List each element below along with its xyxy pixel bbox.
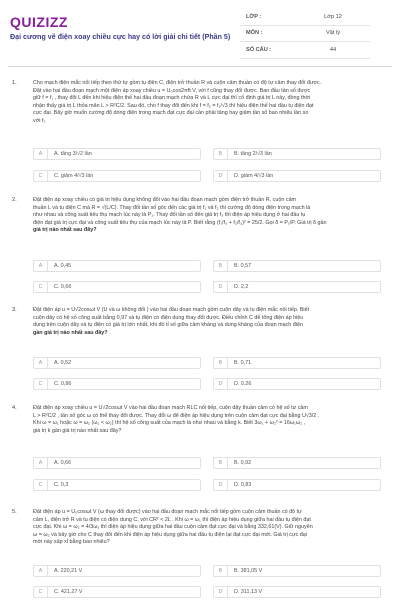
- question-line: với f₂: [33, 117, 46, 124]
- option-text: D. giảm 4/√3 lần: [234, 173, 274, 179]
- question-number: 5.: [12, 509, 17, 515]
- option-a[interactable]: [33, 260, 201, 272]
- question-text: [33, 509, 385, 547]
- question-line: giá trị k gần giá trị nào nhất sau đây?: [33, 427, 122, 434]
- page-title: Đại cương về điện xoay chiều cực hay có lời giải chi tiết (Phần 5): [10, 33, 231, 41]
- option-text: A. tăng 3/√2 lần: [54, 151, 92, 157]
- option-letter: C: [34, 379, 48, 389]
- question-line: cảm L, điện trở R và tụ điện có điện dung C, với CR² < 2L . Khi ω = ω₁ thì điện áp hiệu dụng giữa hai đầu tụ điện đạt: [33, 516, 311, 523]
- question-line: Đặt điện áp xoay chiều có giá trị hiệu dụng không đổi vào hai đầu đoạn mạch gồm điện trở thuần R, cuộn cảm: [33, 197, 297, 203]
- question-line: mới này xấp xỉ bằng bao nhiêu?: [33, 539, 110, 546]
- option-c[interactable]: [33, 378, 201, 390]
- meta-row-class: [240, 9, 370, 26]
- question-text: [33, 197, 385, 235]
- option-c[interactable]: [33, 281, 201, 293]
- option-text: D. 0,26: [234, 381, 252, 387]
- meta-key: LỚP :: [246, 13, 262, 20]
- question-line: ω = ω₂ và bây giờ cho C thay đổi đến khi điện áp hiệu dụng giữa hai đầu tụ điện lại đạt cực đại mới. Giá trị cực đại: [33, 531, 307, 538]
- option-text: C. 0,66: [54, 284, 72, 290]
- option-c[interactable]: [33, 479, 201, 491]
- question-line: giữ f = f₁ , thay đổi L đến khi hiệu điện thế hai đầu đoạn mạch chứa R và L cực đại thì cố định giá trị L này, đồng thời: [33, 95, 311, 102]
- option-c[interactable]: [33, 586, 201, 598]
- question-line: dụng trên cuộn dây và tụ điện có giá trị lớn nhất, khi đó tỉ số giữa cảm kháng và dung kháng của đoạn mạch điện: [33, 322, 303, 329]
- question-line: Đặt điện áp u = U₀cosωt V (ω thay đổi được) vào hai đầu đoạn mạch mắc nối tiếp gồm cuộn cảm thuần có độ tự: [33, 509, 302, 515]
- question-number: 3.: [12, 307, 17, 313]
- question-line: Đặt điện áp u = U√2cosωt V (U và ω không đổi ) vào hai đầu đoạn mạch gồm cuộn dây và tụ điện mắc nối tiếp. Biết: [33, 307, 310, 313]
- option-a[interactable]: [33, 565, 201, 577]
- option-text: D. 0,83: [234, 482, 252, 488]
- meta-row-subject: [240, 26, 370, 43]
- option-letter: C: [34, 171, 48, 181]
- quizizz-logo: QUIZIZZ: [10, 14, 68, 30]
- option-text: A. 0,66: [54, 460, 72, 466]
- option-letter: A: [34, 458, 48, 468]
- option-letter: B: [214, 149, 228, 159]
- option-letter: C: [34, 480, 48, 490]
- meta-key: SỐ CÂU :: [246, 46, 272, 53]
- option-d[interactable]: [213, 586, 381, 598]
- option-letter: B: [214, 566, 228, 576]
- question-emphasis: giá trị nào nhất sau đây?: [33, 227, 97, 234]
- option-b[interactable]: [213, 260, 381, 272]
- meta-box: [240, 9, 370, 59]
- question-line: Đặt điện áp xoay chiều u = U√2cosωt V vào hai đầu đoạn mạch RLC nối tiếp, cuộn dây thuần cảm có hệ số tự cảm: [33, 405, 308, 411]
- option-text: B. 0,57: [234, 263, 252, 269]
- meta-row-count: [240, 42, 370, 59]
- option-d[interactable]: [213, 170, 381, 182]
- option-text: D. 2,2: [234, 284, 249, 290]
- option-text: C. 0,86: [54, 381, 72, 387]
- option-text: C. 0,3: [54, 482, 69, 488]
- option-text: C. 421,27 V: [54, 589, 83, 595]
- option-text: A. 0,45: [54, 263, 72, 269]
- question-number: 4.: [12, 405, 17, 411]
- question-line: điện đạt giá trị cực đại và công suất tiêu thụ của mạch lúc này là P. Biết rằng (f₁/f₃ + f₂/f₃)² = 25/2. Gọi δ = P₁/P. Giá trị δ gần: [33, 219, 327, 226]
- option-letter: A: [34, 149, 48, 159]
- question-number: 2.: [12, 197, 17, 203]
- option-letter: D: [214, 171, 228, 181]
- question-line: cực đại. Khi ω = ω₂ = 4/3ω₁ thì điện áp hiệu dụng giữa hai đầu cuộn cảm đạt cực đại và bằng 332,61(V). Giữ nguyên: [33, 524, 313, 531]
- meta-value: Vật lý: [326, 30, 340, 37]
- option-c[interactable]: [33, 170, 201, 182]
- option-a[interactable]: [33, 457, 201, 469]
- option-a[interactable]: [33, 148, 201, 160]
- option-letter: C: [34, 587, 48, 597]
- question-line: L > R²C/2 , tần số góc ω có thể thay đổi được. Thay đổi ω để điện áp hiệu dụng trên cuộn cảm đạt cực đại bằng U√3/2 .: [33, 412, 320, 419]
- question-line: cực đại. Bây giờ muốn cường độ dòng điện trong mạch đạt cực đại cần phải tăng hay giảm tần số bao nhiêu lần so: [33, 110, 309, 117]
- question-text: [33, 80, 385, 126]
- option-a[interactable]: [33, 357, 201, 369]
- question-number: 1.: [12, 80, 17, 86]
- option-letter: D: [214, 282, 228, 292]
- question-line: Cho mạch điện mắc nối tiếp theo thứ tự gồm tụ điện C, điện trở thuần R và cuộn cảm thuần có độ tự cảm thay đổi được.: [33, 80, 322, 86]
- option-letter: A: [34, 566, 48, 576]
- option-text: D. 311,13 V: [234, 589, 263, 595]
- meta-value: 44: [329, 46, 337, 53]
- option-b[interactable]: [213, 457, 381, 469]
- option-letter: D: [214, 587, 228, 597]
- option-d[interactable]: [213, 281, 381, 293]
- option-letter: D: [214, 379, 228, 389]
- question-text: [33, 405, 385, 435]
- question-line: Đặt vào hai đầu đoạn mạch một điện áp xoay chiều u = U₀cos2πft V, với f cũng thay đổi được. Ban đầu tần số được: [33, 87, 311, 94]
- question-line: Khi ω = ω₁ hoặc ω = ω₂ (ω₁ < ω₂) thì hệ số công suất của mạch là như nhau và bằng k. Biết 3ω₁ + ω₂² = 16ω₁ω₂ ,: [33, 420, 306, 427]
- option-letter: A: [34, 261, 48, 271]
- option-text: A. 0,52: [54, 360, 72, 366]
- option-text: B. 0,71: [234, 360, 252, 366]
- option-d[interactable]: [213, 378, 381, 390]
- option-b[interactable]: [213, 148, 381, 160]
- question-line: nhận thấy giá trị L thỏa mãn L > R²C/2. Sau đó, cho f thay đổi đến khi f = f₂ = f₁/√3 thì hiệu điện thế hai đầu tụ điện đạt: [33, 102, 314, 109]
- option-b[interactable]: [213, 565, 381, 577]
- option-text: B. tăng 2/√3 lần: [234, 151, 272, 157]
- question-line: cuộn dây có hệ số công suất bằng 0,97 và tụ điện có điện dung thay đổi được. Điều chỉnh C để tổng điện áp hiệu: [33, 314, 304, 321]
- meta-key: MÔN :: [246, 30, 263, 37]
- question-emphasis: gần giá trị nào nhất sau đây?: [33, 329, 108, 336]
- option-letter: A: [34, 358, 48, 368]
- option-letter: B: [214, 358, 228, 368]
- option-text: B. 0,92: [234, 460, 252, 466]
- option-letter: B: [214, 261, 228, 271]
- meta-value: Lớp 12: [324, 13, 342, 20]
- option-d[interactable]: [213, 479, 381, 491]
- question-line: như nhau và công suất tiêu thụ mạch lúc này là P₁. Thay đổi tần số đến giá trị f₃ thì điện áp hiệu dụng ở hai đầu tụ: [33, 212, 306, 219]
- option-text: B. 381,05 V: [234, 568, 263, 574]
- option-text: C. giảm 4/√3 lần: [54, 173, 94, 179]
- option-letter: B: [214, 458, 228, 468]
- option-b[interactable]: [213, 357, 381, 369]
- question-text: [33, 307, 385, 337]
- option-letter: C: [34, 282, 48, 292]
- header-divider: [8, 66, 392, 67]
- option-text: A. 220,21 V: [54, 568, 83, 574]
- option-letter: D: [214, 480, 228, 490]
- question-line: thuần L và tụ điện C mà R = √(L/C). Thay đổi tần số góc đến các giá trị f₁ và f₂ thì cường độ dòng điện trong mạch là: [33, 204, 311, 211]
